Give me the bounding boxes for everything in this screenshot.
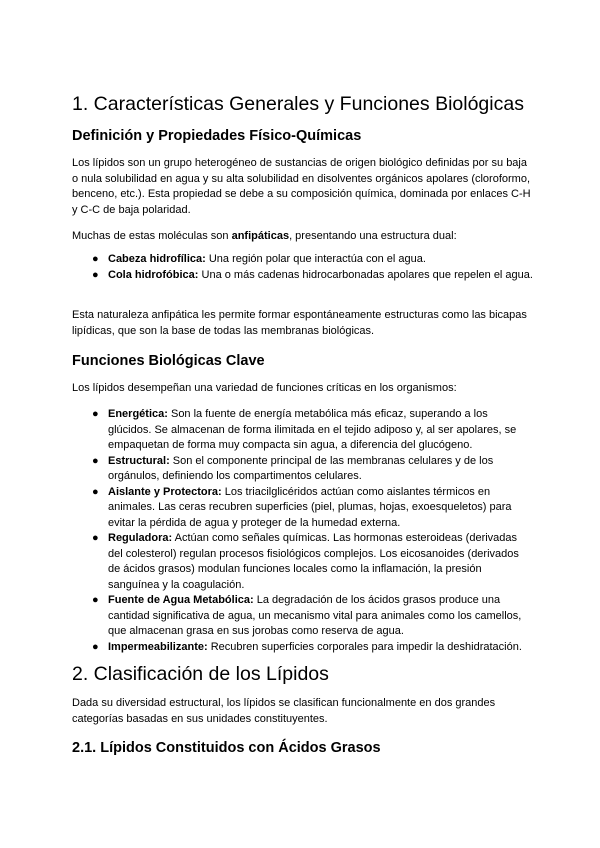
- list-item-text: Actúan como señales químicas. Las hormonas esteroideas (derivadas del colesterol) regulan procesos fisiológicos complejos. Los eicosanoides (derivados de ácidos grasos) modulan funciones locales como la inflamación, la presión sanguínea y la coagulación.: [108, 532, 519, 591]
- list-item: [72, 640, 534, 656]
- list-item-term: Energética:: [108, 408, 168, 420]
- list-item-term: Fuente de Agua Metabólica:: [108, 594, 254, 606]
- bullet-icon: ●: [92, 268, 99, 281]
- bullet-icon: ●: [92, 454, 99, 467]
- list-item-text: Son la fuente de energía metabólica más eficaz, superando a los glúcidos. Se almacenan de forma ilimitada en el tejido adiposo y, al ser apolares, se empaquetan de forma muy compacta sin agua, a diferencia del glucógeno.: [108, 408, 517, 451]
- bullet-icon: ●: [92, 408, 99, 420]
- amphipathic-text-after: , presentando una estructura dual:: [289, 230, 457, 242]
- subsection-definition-title: Definición y Propiedades Físico-Químicas: [72, 128, 362, 144]
- bullet-icon: ●: [92, 594, 99, 606]
- list-item-text: Una o más cadenas hidrocarbonadas apolares que repelen el agua.: [198, 268, 533, 281]
- bullet-icon: ●: [92, 253, 99, 265]
- list-item-text: Los triacilglicéridos actúan como aislantes térmicos en animales. Las ceras recubren superficies (piel, plumas, hojas, exoesqueletos) para evitar la pérdida de agua y proteger de la humedad externa.: [108, 485, 512, 529]
- list-item-term: Reguladora:: [108, 532, 173, 544]
- list-item-term: Aislante y Protectora:: [108, 485, 222, 498]
- functions-list: [72, 407, 534, 655]
- bullet-icon: ●: [92, 532, 99, 544]
- list-item: [72, 268, 534, 284]
- subsection-functions-title: Funciones Biológicas Clave: [72, 353, 265, 369]
- list-item: [72, 485, 534, 532]
- classification-intro: Dada su diversidad estructural, los lípidos se clasifican funcionalmente en dos grandes categorías basadas en sus unidades constituyentes.: [72, 697, 496, 725]
- list-item: [72, 593, 534, 640]
- list-item-text: La degradación de los ácidos grasos produce una cantidad significativa de agua, un mecanismo vital para animales como los camellos, que almacenan grasa en sus jorobas como reserva de agua.: [108, 594, 522, 637]
- functions-intro: Los lípidos desempeñan una variedad de funciones críticas en los organismos:: [72, 382, 457, 394]
- bullet-icon: ●: [92, 640, 99, 653]
- amphipathic-term: anfipáticas: [231, 230, 290, 242]
- list-item: [72, 252, 534, 268]
- definition-paragraph: Los lípidos son un grupo heterogéneo de sustancias de origen biológico definidas por su baja o nula solubilidad en agua y su alta solubilidad en disolventes orgánicos apolares (cloroformo, benceno, etc.). Esta propiedad se debe a su composición química, dominada por enlaces C-H y C-C de baja polaridad.: [72, 157, 531, 216]
- list-item: [72, 407, 534, 454]
- list-item-text: Recubren superficies corporales para impedir la deshidratación.: [207, 640, 522, 653]
- amphipathic-paragraph: [72, 229, 534, 245]
- list-item-text: Una región polar que interactúa con el agua.: [205, 253, 426, 265]
- bullet-icon: ●: [92, 485, 99, 498]
- list-item-term: Impermeabilizante:: [108, 640, 208, 653]
- list-item: [72, 531, 534, 593]
- list-item-term: Estructural:: [108, 454, 170, 467]
- list-item-term: Cabeza hidrofílica:: [108, 253, 206, 265]
- list-item: [72, 454, 534, 485]
- list-item-term: Cola hidrofóbica:: [108, 268, 199, 281]
- subsection-fatty-acids-title: 2.1. Lípidos Constituidos con Ácidos Grasos: [72, 740, 381, 756]
- amphipathic-list: [72, 252, 534, 283]
- amphipathic-text-before: Muchas de estas moléculas son: [72, 230, 232, 242]
- section-2-title: 2. Clasificación de los Lípidos: [72, 663, 329, 685]
- bilayer-paragraph: Esta naturaleza anfipática les permite formar espontáneamente estructuras como las bicapas lipídicas, que son la base de todas las membranas biológicas.: [72, 309, 527, 337]
- section-1-title: 1. Características Generales y Funciones Biológicas: [72, 93, 524, 115]
- list-item-text: Son el componente principal de las membranas celulares y de los orgánulos, definiendo los compartimentos celulares.: [108, 454, 494, 482]
